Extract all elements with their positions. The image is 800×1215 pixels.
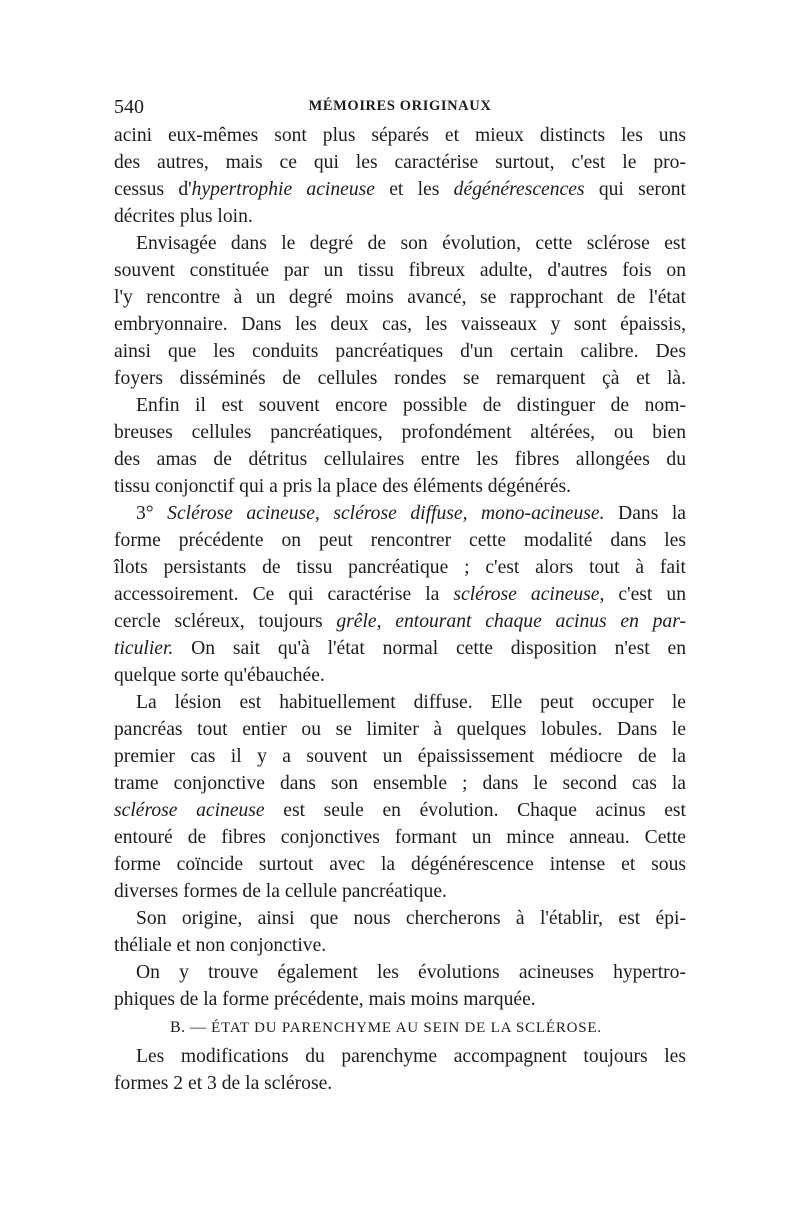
text-segment: Enfin il est souvent encore possible de distinguer de nom- (136, 395, 686, 416)
text-line (114, 1043, 686, 1070)
text-segment: acini eux-mêmes sont plus séparés et mieux distincts les uns (114, 125, 686, 146)
italic-text: Sclérose acineuse, sclérose diffuse, mono-acineuse. (167, 503, 605, 524)
text-line (114, 608, 686, 635)
text-segment: Dans la (604, 503, 686, 524)
text-segment: et les (374, 179, 454, 200)
text-line (114, 743, 686, 770)
section-title: ÉTAT DU PARENCHYME AU SEIN DE LA SCLÉROSE. (211, 1020, 602, 1036)
text-segment: décrites plus loin. (114, 206, 253, 227)
text-segment: cessus d' (114, 179, 192, 200)
text-line (114, 770, 686, 797)
body-text (114, 122, 686, 1013)
text-segment: On sait qu'à l'état normal cette disposition n'est en (173, 638, 686, 659)
text-line (114, 365, 686, 392)
text-segment: diverses formes de la cellule pancréatique. (114, 881, 447, 902)
text-line (114, 122, 686, 149)
text-segment: cercle scléreux, toujours (114, 611, 337, 632)
text-segment: Envisagée dans le degré de son évolution, cette sclérose est (136, 233, 686, 254)
text-segment: Les modifications du parenchyme accompagnent toujours les (136, 1046, 686, 1067)
text-line (114, 338, 686, 365)
text-line (114, 1070, 686, 1097)
text-segment: tissu conjonctif qui a pris la place des éléments dégénérés. (114, 476, 572, 497)
running-head: MÉMOIRES ORIGINAUX (308, 98, 492, 114)
text-line (114, 149, 686, 176)
text-segment: souvent constituée par un tissu fibreux adulte, d'autres fois on (114, 260, 686, 281)
text-line (114, 473, 686, 500)
text-segment: embryonnaire. Dans les deux cas, les vaisseaux y sont épaissis, (114, 314, 686, 335)
text-line (114, 689, 686, 716)
text-segment: quelque sorte qu'ébauchée. (114, 665, 325, 686)
text-segment: des amas de détritus cellulaires entre les fibres allongées du (114, 449, 686, 470)
text-segment: forme précédente on peut rencontrer cette modalité dans les (114, 530, 686, 551)
text-line (114, 905, 686, 932)
closing-text (114, 1043, 686, 1097)
section-dash: — (190, 1019, 207, 1036)
text-segment: trame conjonctive dans son ensemble ; dans le second cas la (114, 773, 686, 794)
text-line (114, 932, 686, 959)
text-line (114, 554, 686, 581)
italic-text: hypertrophie acineuse (191, 179, 375, 200)
text-segment: îlots persistants de tissu pancréatique ; c'est alors tout à fait (114, 557, 686, 578)
text-segment: premier cas il y a souvent un épaississement médiocre de la (114, 746, 686, 767)
text-line (114, 203, 686, 230)
page-number: 540 (114, 96, 144, 118)
text-line (114, 446, 686, 473)
text-line (114, 284, 686, 311)
text-line (114, 419, 686, 446)
text-segment: formes 2 et 3 de la sclérose. (114, 1073, 333, 1094)
italic-text: sclérose acineuse (114, 800, 265, 821)
text-segment: est seule en évolution. Chaque acinus est (264, 800, 686, 821)
section-heading (114, 1013, 686, 1043)
text-line (114, 500, 686, 527)
italic-text: dégénérescences (453, 179, 585, 200)
italic-text: sclérose acineuse (453, 584, 600, 605)
text-line (114, 878, 686, 905)
text-segment: pancréas tout entier ou se limiter à quelques lobules. Dans le (114, 719, 686, 740)
text-segment: 3° (136, 503, 168, 524)
text-line (114, 797, 686, 824)
text-line (114, 824, 686, 851)
text-segment: ainsi que les conduits pancréatiques d'un certain calibre. Des (114, 341, 686, 362)
page (114, 96, 686, 1097)
text-segment: qui seront (584, 179, 686, 200)
text-line (114, 176, 686, 203)
text-line (114, 230, 686, 257)
italic-text: ticulier. (114, 638, 174, 659)
text-segment: On y trouve également les évolutions acineuses hypertro- (136, 962, 686, 983)
text-line (114, 986, 686, 1013)
text-segment: La lésion est habituellement diffuse. Elle peut occuper le (136, 692, 686, 713)
text-segment: foyers disséminés de cellules rondes se remarquent çà et là. (114, 368, 686, 389)
text-line (114, 392, 686, 419)
text-segment: breuses cellules pancréatiques, profondément altérées, ou bien (114, 422, 686, 443)
text-line (114, 527, 686, 554)
text-line (114, 635, 686, 662)
text-segment: l'y rencontre à un degré moins avancé, se rapprochant de l'état (114, 287, 686, 308)
text-line (114, 581, 686, 608)
text-line (114, 959, 686, 986)
text-line (114, 662, 686, 689)
text-segment: Son origine, ainsi que nous chercherons à l'établir, est épi- (136, 908, 686, 929)
text-segment: phiques de la forme précédente, mais moins marquée. (114, 989, 536, 1010)
text-line (114, 257, 686, 284)
text-segment: théliale et non conjonctive. (114, 935, 327, 956)
text-line (114, 716, 686, 743)
text-segment: , c'est un (599, 584, 686, 605)
text-segment: des autres, mais ce qui les caractérise surtout, c'est le pro- (114, 152, 686, 173)
text-line (114, 851, 686, 878)
text-segment: accessoirement. Ce qui caractérise la (114, 584, 454, 605)
section-label: B. (170, 1019, 186, 1036)
italic-text: grêle, entourant chaque acinus en par- (336, 611, 686, 632)
text-segment: entouré de fibres conjonctives formant un mince anneau. Cette (114, 827, 686, 848)
page-header (114, 96, 686, 122)
text-segment: forme coïncide surtout avec la dégénérescence intense et sous (114, 854, 686, 875)
text-line (114, 311, 686, 338)
